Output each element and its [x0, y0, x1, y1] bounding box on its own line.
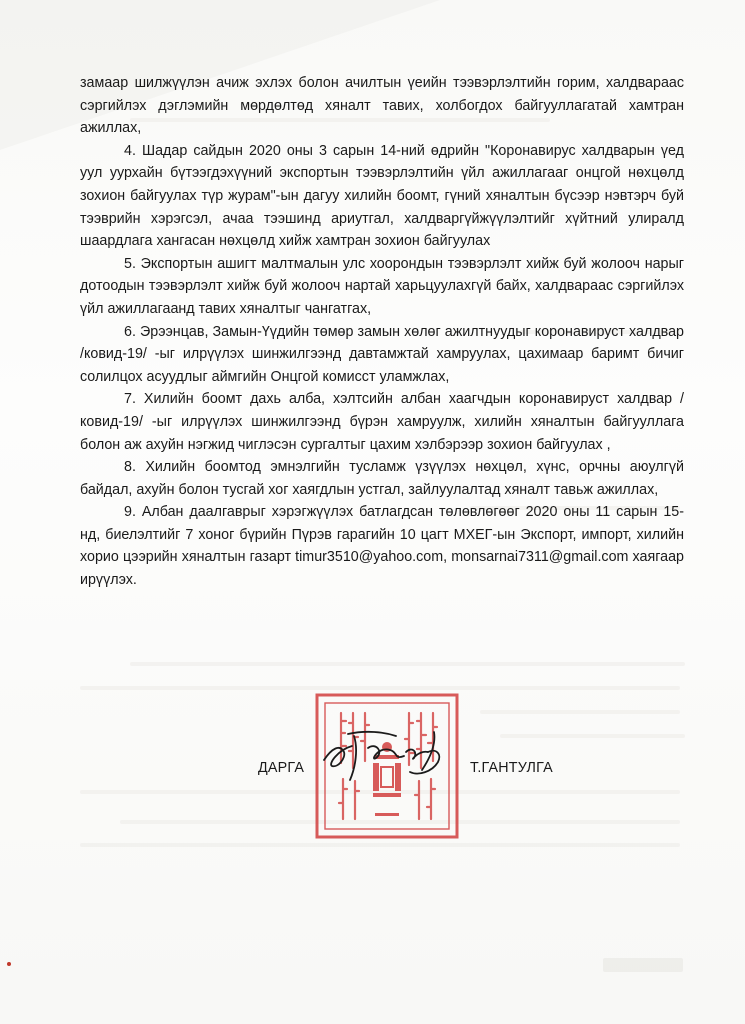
paragraph-item-6: 6. Эрээнцав, Замын-Үүдийн төмөр замын хөлөг ажилтнуудыг коронавируст халдвар /ковид-19/ -ыг илрүүлэх шинжилгээнд давтамжтай хамруулах, цахимаар баримт бичиг солилцох асуудлыг аймгийн Онцгой комисст уламжлах,: [80, 323, 684, 385]
paragraph-item-4: 4. Шадар сайдын 2020 оны 3 сарын 14-ний өдрийн "Коронавирус халдварын үед уул уурхайн бүтээгдэхүүний экспортын тээвэрлэлтийн үйл ажиллагааг онцгой нөхцөлд зохион байгуулах түр журам"-ын дагуу хилийн боомт, гүний хяналтын бүсээр нэвтэрч буй тээврийн хэрэгсэл, ачаа тээшинд ариутгал, халдваргүйжүүлэлтийг хүйтний улиралд шаардлага хангасан нөхцөлд хийж хамтран зохион байгуулах: [80, 142, 684, 250]
ink-speck: [7, 962, 11, 966]
paragraph-item-5: 5. Экспортын ашигт малтмалын улс хоорондын тээвэрлэлт хийж буй жолооч нарыг дотоодын тээвэрлэлт хийж буй жолооч нартай харьцуулахгүй байх, халдвараас сэргийлэх үйл ажиллагаанд тавих хяналтыг чангатгах,: [80, 255, 684, 317]
paragraph-item-8: 8. Хилийн боомтод эмнэлгийн тусламж үзүүлэх нөхцөл, хүнс, орчны аюулгүй байдал, ахуйн болон тусгай хог хаягдлын устгал, зайлуулалтад хяналт тавьж ажиллах,: [80, 459, 684, 498]
handwritten-signature: [318, 722, 453, 784]
signatory-role: ДАРГА: [258, 760, 305, 776]
bleed-through-line: [500, 734, 685, 738]
signatory-name: Т.ГАНТУЛГА: [470, 760, 553, 776]
bleed-through-line: [80, 843, 680, 847]
bleed-through-line: [80, 686, 680, 690]
paragraph-item-7: 7. Хилийн боомт дахь алба, хэлтсийн албан хаагчдын коронавируст халдвар /ковид-19/ -ыг илрүүлэх шинжилгээнд бүрэн хамруулж, хилийн хяналтын байгууллага болон аж ахуйн нэгжид чиглэсэн сургалтыг цахим хэлбэрээр зохион байгуулах ,: [80, 391, 684, 453]
body-text: [80, 72, 684, 592]
paragraph-continuation: замаар шилжүүлэн ачиж эхлэх болон ачилтын үеийн тээвэрлэлтийн горим, халдвараас сэргийлэх дэглэмийн мөрдөлтөд хяналт тавих, холбогдох байгууллагатай хамтран ажиллах,: [80, 75, 684, 137]
bleed-through-line: [130, 662, 685, 666]
paragraph-item-9: 9. Албан даалгаврыг хэрэгжүүлэх батлагдсан төлөвлөгөөг 2020 оны 11 сарын 15-нд, биелэлтийг 7 хоног бүрийн Пүрэв гарагийн 10 цагт МХЕГ-ын Экспорт, импорт, хилийн хорио цээрийн хяналтын газарт timur3510@yahoo.com, monsarnai7311@gmail.com хаягаар ирүүлэх.: [80, 504, 684, 589]
bleed-through-line: [480, 710, 680, 714]
faint-page-number-bleed: [603, 958, 683, 972]
